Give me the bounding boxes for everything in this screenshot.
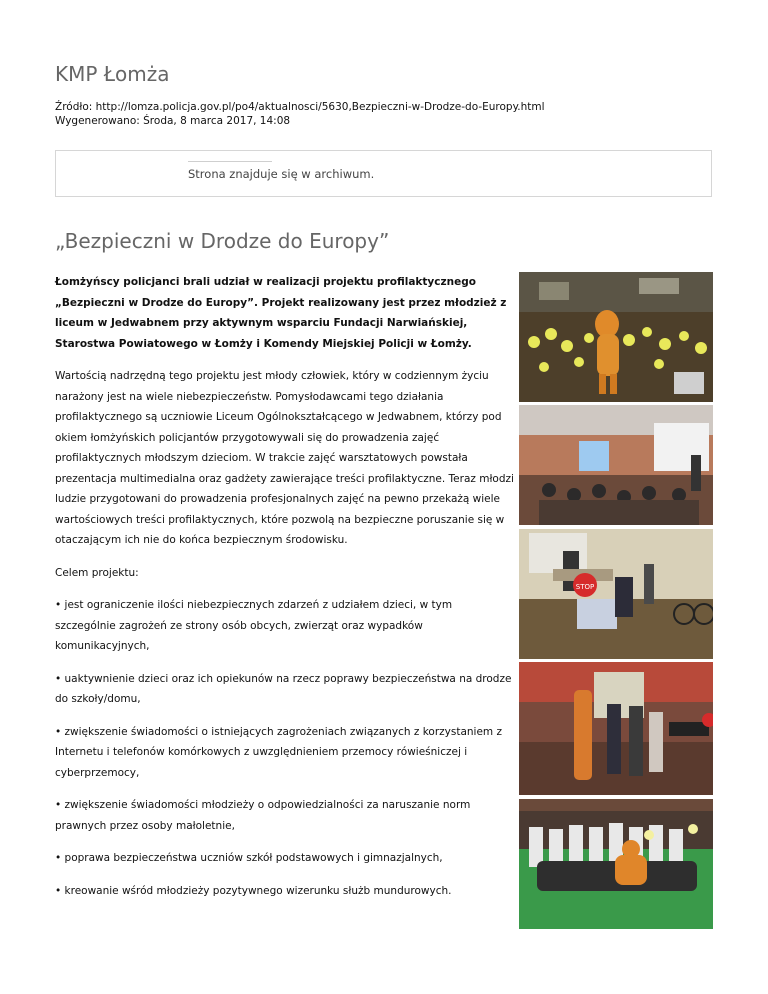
- photo-gym-mascot: [519, 272, 713, 402]
- page-meta: [55, 100, 545, 128]
- generated-line: Wygenerowano: Środa, 8 marca 2017, 14:08: [55, 115, 291, 127]
- archive-notice-box: [55, 150, 712, 197]
- photo-stop-sign-demo: [519, 529, 713, 659]
- photo-hall-performance: [519, 662, 713, 795]
- site-title: KMP Łomża: [55, 62, 170, 86]
- goal-item: • poprawa bezpieczeństwa uczniów szkół podstawowych i gimnazjalnych,: [55, 852, 443, 864]
- stop-sign-text: STOP: [575, 583, 595, 591]
- source-line: Źródło: http://lomza.policja.gov.pl/po4/aktualnosci/5630,Bezpieczni-w-Drodze-do-Europy.html: [55, 101, 545, 113]
- goal-item: • zwiększenie świadomości o istniejących zagrożeniach związanych z korzystaniem z Internetu i telefonów komórkowych z uwzględnieniem przemocy rówieśniczej i cyberprzemocy,: [55, 725, 502, 779]
- article-content: [55, 272, 515, 913]
- article-lead: Łomżyńscy policjanci brali udział w realizacji projektu profilaktycznego „Bezpieczni w Drodze do Europy”. Projekt realizowany jest przez młodzież z liceum w Jedwabnem przy aktywnym wsparciu Fundacji Narwiańskiej, Starostwa Powiatowego w Łomży i Komendy Miejskiej Policji w Łomży.: [55, 276, 507, 350]
- goal-item: • zwiększenie świadomości młodzieży o odpowiedzialności za naruszanie norm prawnych przez osoby małoletnie,: [55, 799, 471, 832]
- goal-item: • uaktywnienie dzieci oraz ich opiekunów na rzecz poprawy bezpieczeństwa na drodze do szkoły/domu,: [55, 672, 512, 705]
- divider: [188, 161, 272, 162]
- article-title: „Bezpieczni w Drodze do Europy”: [55, 229, 390, 253]
- photo-classroom-presentation: [519, 405, 713, 525]
- goals-heading: Celem projektu:: [55, 566, 139, 579]
- goal-item: • jest ograniczenie ilości niebezpiecznych zdarzeń z udziałem dzieci, w tym szczególnie zagrożeń ze strony osób obcych, zwierząt oraz wypadków komunikacyjnych,: [55, 599, 453, 652]
- article-body: Wartością nadrzędną tego projektu jest młody człowiek, który w codziennym życiu narażony jest na wiele niebezpieczeństw. Pomysłodawcami tego działania profilaktycznego są uczniowie Liceum Ogólnokształcącego w Jedwabnem, którzy pod okiem łomżyńskich policjantów przygotowywali się do prowadzenia zajęć profilaktycznych młodszym dzieciom. W trakcie zajęć warsztatowych powstała prezentacja multimedialna oraz gadżety zawierające treści profilaktyczne. Teraz młodzi ludzie przygotowani do prowadzenia profesjonalnych zajęć na pewno przekażą wiele wartościowych treści profilaktycznych, które pozwolą na bezpieczne poruszanie się w otaczającym ich nie do końca bezpiecznym środowisku.: [55, 370, 514, 546]
- goal-item: • kreowanie wśród młodzieży pozytywnego wizerunku służb mundurowych.: [55, 884, 452, 897]
- archive-notice: Strona znajduje się w archiwum.: [188, 167, 375, 181]
- photo-group: [519, 799, 713, 929]
